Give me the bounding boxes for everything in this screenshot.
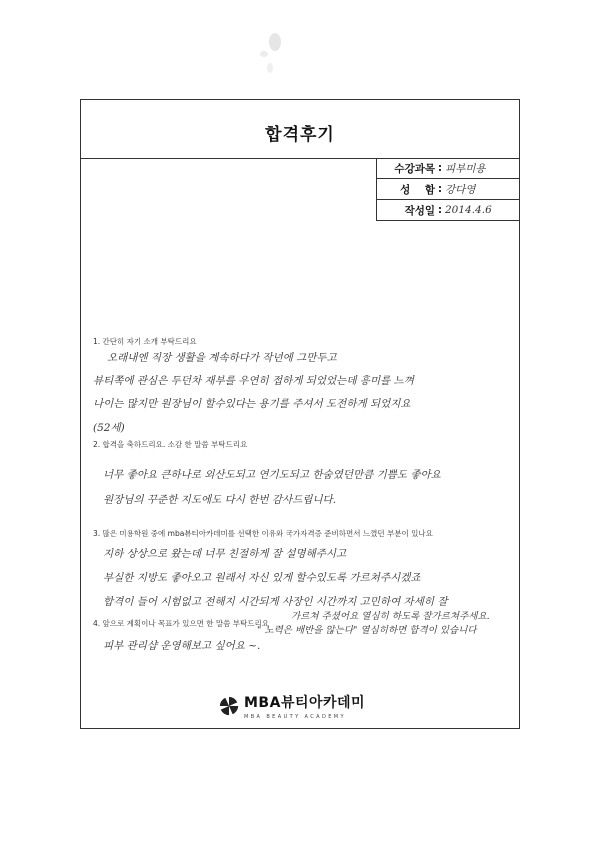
date-label: 작성일 [404,204,435,217]
answer-4-line-1: 피부 관리샵 운영해보고 싶어요 ~. [103,640,261,652]
question-3: 3. 많은 미용학원 중에 mba뷰티아카데미를 선택한 이유와 국가자격증 준비하면서 느꼈던 부분이 있나요 [93,529,433,538]
answer-3-line-4: 가르쳐 주셨어요 열심히 하도록 잘가르쳐주세요. [291,611,490,622]
logo-subtitle: MBA BEAUTY ACADEMY [244,714,346,720]
info-box [376,158,520,221]
name-label: 성 함 [400,183,435,196]
info-row-course [377,158,519,178]
answer-1-line-3: 나이는 많지만 원장님이 할수있다는 용기를 주셔서 도전하게 되었지요 [93,398,411,410]
pinwheel-logo-icon [218,695,240,717]
answer-2-line-1: 너무 좋아요 큰하나로 외산도되고 연기도되고 한숨였던만큼 기쁨도 좋아요 [103,469,441,481]
course-value: 피부미용 [445,162,486,175]
answer-1-line-4: (52세) [93,422,125,434]
date-separator: : [437,204,443,216]
title-row [81,100,519,159]
question-1: 1. 간단히 자기 소개 부탁드리요 [93,337,197,346]
course-separator: : [437,162,443,174]
form-frame [80,99,520,729]
logo-text [244,692,365,720]
logo-name: MBA뷰티아카데미 [244,695,366,711]
question-4: 4. 앞으로 계획이나 목표가 있으면 한 말씀 부탁드리요 [93,619,269,628]
scan-speckle-mark [240,20,300,80]
date-value: 2014.4.6 [445,204,492,216]
answer-1-line-1: 오래내엔 직장 생활을 계속하다가 작년에 그만두고 [107,352,337,364]
answer-2-line-2: 원장님의 꾸준한 지도에도 다시 한번 감사드립니다. [103,494,337,506]
course-label: 수강과목 [394,162,435,175]
info-row-date [377,199,519,220]
page-title: 합격후기 [265,125,335,145]
answer-3-line-2: 부실한 지방도 좋아오고 원래서 자신 있게 할수있도록 가르쳐주시겠죠 [103,572,421,584]
info-row-name [377,178,519,199]
name-value: 강다영 [445,183,476,196]
answer-3-line-3: 합격이 들어 시험없고 전해지 시간되게 사장인 시간까지 고민하여 자세히 잘 [103,596,448,608]
name-separator: : [437,183,443,195]
answer-1-line-2: 뷰티쪽에 관심은 두던차 재부를 우연히 접하게 되었었는데 흥미를 느껴 [93,375,414,387]
question-2: 2. 합격을 축하드리요. 소감 한 말씀 부탁드리요 [93,440,248,449]
answer-3-line-5: " 노력은 배반을 않는다" 열심히하면 합격이 있습니다 [257,625,477,636]
academy-logo [218,692,365,720]
answer-3-line-1: 지하 상상으로 왔는데 너무 친절하게 잘 설명해주시고 [103,548,347,560]
